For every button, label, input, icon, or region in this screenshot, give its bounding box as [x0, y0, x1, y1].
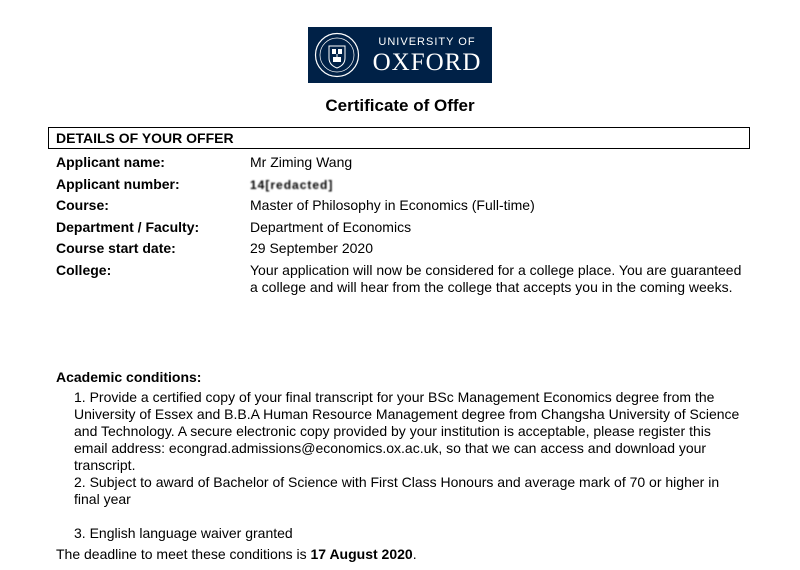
redacted-applicant-number: 14[redacted] [250, 178, 334, 192]
condition-item: 2. Subject to award of Bachelor of Science with First Class Honours and average mark of 70 or higher in final year [74, 474, 720, 507]
detail-value: Department of Economics [250, 219, 412, 235]
oxford-crest-icon [314, 32, 360, 78]
page-title: Certificate of Offer [325, 96, 475, 115]
section-heading-box [48, 127, 750, 149]
section-heading: DETAILS OF YOUR OFFER [56, 130, 234, 146]
detail-label: College: [56, 262, 112, 278]
deadline-date: 17 August 2020 [310, 546, 413, 562]
deadline-prefix: The deadline to meet these conditions is [56, 546, 311, 562]
university-logo [308, 27, 492, 83]
logo-university-of: UNIVERSITY OF [378, 36, 476, 48]
logo-oxford: OXFORD [372, 49, 482, 76]
detail-label: Course start date: [56, 240, 176, 256]
deadline-text [56, 546, 417, 563]
detail-value: Master of Philosophy in Economics (Full-time) [250, 197, 535, 213]
detail-label: Course: [56, 197, 109, 213]
detail-value: Mr Ziming Wang [250, 154, 353, 170]
detail-label: Applicant name: [56, 154, 165, 170]
detail-value [250, 176, 750, 194]
academic-conditions-heading: Academic conditions: [56, 369, 202, 385]
detail-value: 29 September 2020 [250, 240, 373, 256]
detail-label: Department / Faculty: [56, 219, 200, 235]
deadline-suffix: . [412, 546, 417, 562]
detail-value: Your application will now be considered for a college place. You are guaranteed a college and will hear from the college that accepts you in the coming weeks. [250, 262, 742, 295]
condition-item: 1. Provide a certified copy of your final transcript for your BSc Management Economics degree from the University of Essex and B.B.A Human Resource Management degree from Changsha University of Science and Technology. A secure electronic copy provided by your institution is acceptable, please register this email address: econgrad.admissions@economics.ox.ac.uk, so that we can access and download your transcript. [74, 389, 740, 473]
detail-label: Applicant number: [56, 176, 180, 192]
condition-item: 3. English language waiver granted [74, 525, 293, 541]
